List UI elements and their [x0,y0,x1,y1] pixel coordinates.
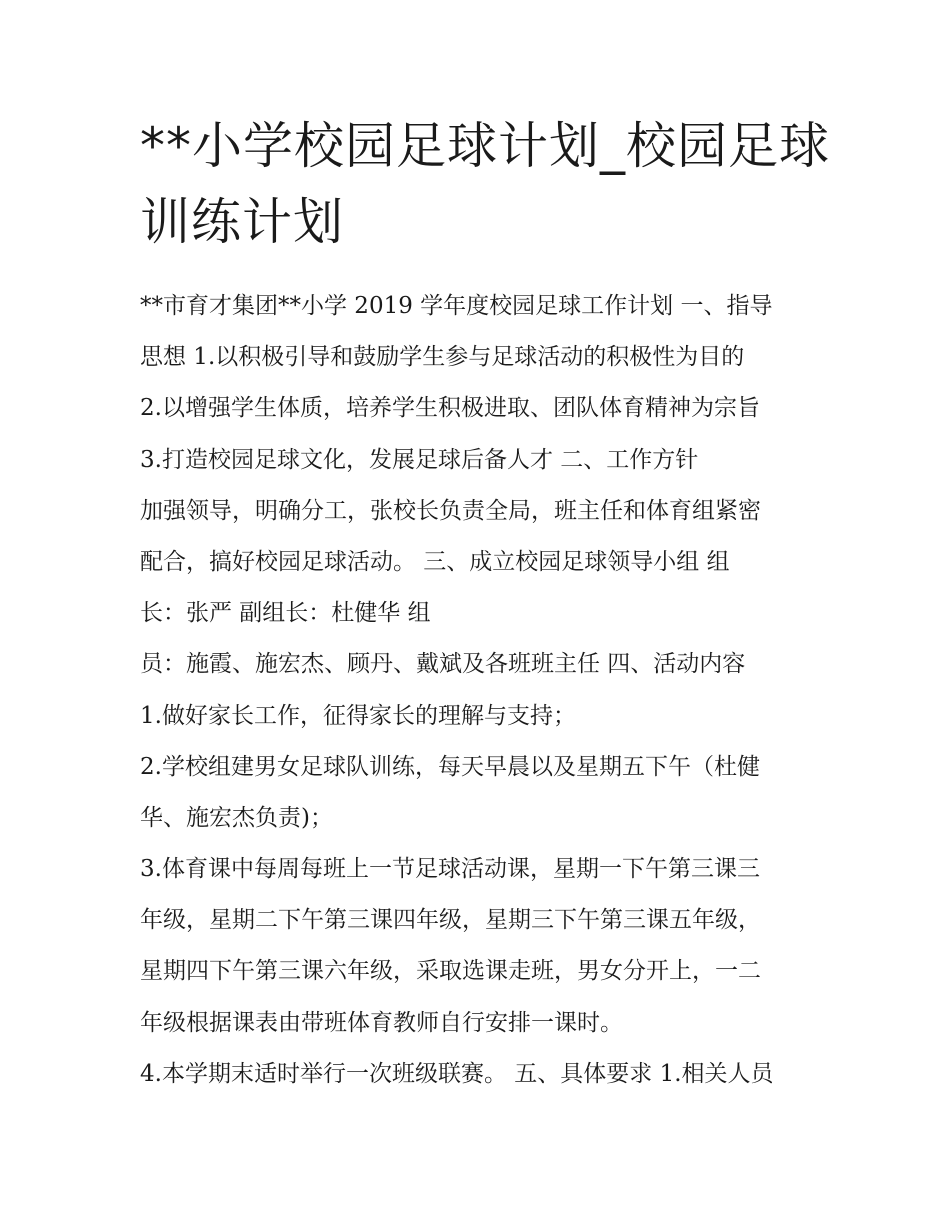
body-line: 思想 1.以积极引导和鼓励学生参与足球活动的积极性为目的 [140,344,745,371]
body-line: 年级根据课表由带班体育教师自行安排一课时。 [140,1009,623,1036]
body-line: 1.做好家长工作，征得家长的理解与支持； [140,702,576,729]
body-line: 星期四下午第三课六年级，采取选课走班，男女分开上，一二 [140,958,761,985]
body-line: 华、施宏杰负责)； [140,804,333,831]
body-line: 员：施霞、施宏杰、顾丹、戴斌及各班班主任 四、活动内容 [140,651,746,678]
body-line: 长：张严 副组长：杜健华 组 [140,600,431,627]
document-title [140,108,830,260]
body-line: **市育才集团**小学 2019 学年度校园足球工作计划 一、指导 [140,293,773,319]
body-line: 加强领导，明确分工，张校长负责全局，班主任和体育组紧密 [140,497,761,524]
body-line: 4.本学期末适时举行一次班级联赛。 五、具体要求 1.相关人员 [140,1060,774,1087]
body-line: 3.打造校园足球文化，发展足球后备人才 二、工作方针 [140,446,699,473]
body-line: 2.学校组建男女足球队训练，每天早晨以及星期五下午（杜健 [140,753,760,780]
body-line: 2.以增强学生体质，培养学生积极进取、团队体育精神为宗旨 [140,395,760,422]
title-line-2: 训练计划 [140,193,344,251]
body-line: 3.体育课中每周每班上一节足球活动课，星期一下午第三课三 [140,856,760,883]
document-body [140,281,830,1100]
body-line: 配合，搞好校园足球活动。 三、成立校园足球领导小组 组 [140,548,730,575]
body-line: 年级，星期二下午第三课四年级，星期三下午第三课五年级， [140,907,761,934]
title-line-1: **小学校园足球计划_校园足球 [140,117,830,175]
